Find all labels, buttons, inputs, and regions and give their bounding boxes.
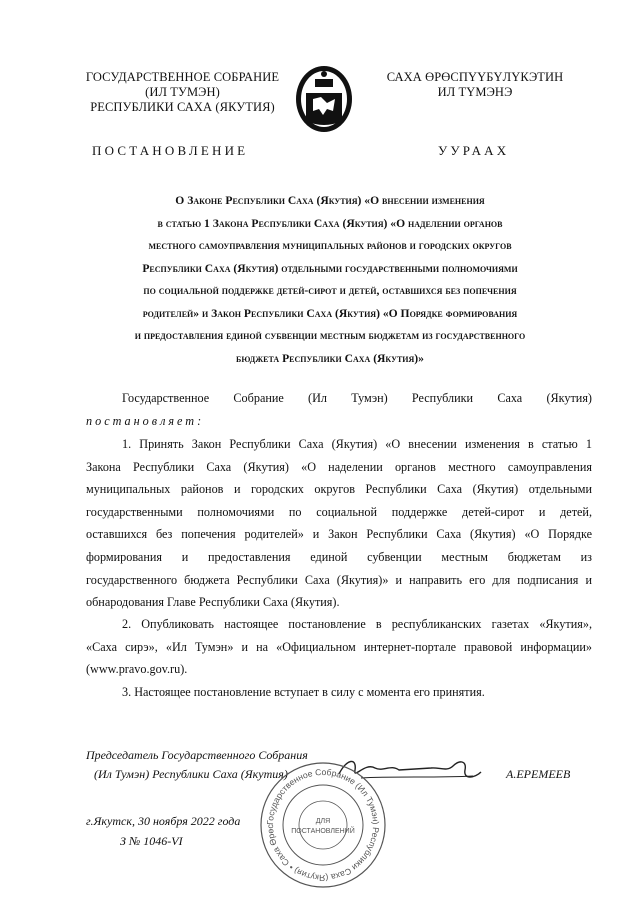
title-line-2: в статью 1 Закона Республики Саха (Якутия) «О наделении органов — [157, 216, 503, 230]
place-date: г.Якутск, 30 ноября 2022 года — [86, 814, 241, 828]
document-title — [70, 190, 590, 370]
doc-type-sah: УУРААХ — [438, 143, 510, 158]
header-left — [60, 70, 305, 115]
title-line-1: О Законе Республики Саха (Якутия) «О внесении изменения — [175, 194, 485, 207]
title-line-4: Республики Саха (Якутия) отдельными государственными полномочиями — [142, 261, 518, 275]
doc-type-ru: ПОСТАНОВЛЕНИЕ — [92, 143, 249, 158]
title-line-3: местного самоуправления муниципальных районов и городских округов — [148, 239, 512, 252]
header-left-line-2: (ИЛ ТУМЭН) — [145, 85, 220, 99]
title-line-8: бюджета Республики Саха (Якутия)» — [236, 351, 424, 365]
header-right — [355, 70, 595, 100]
title-line-7: и предоставления единой субвенции местным бюджетам из государственного — [134, 329, 526, 342]
item-3-line-1: 3. Настоящее постановление вступает в силу с момента его принятия. — [122, 685, 485, 699]
item-1-line-6: формирования и предоставления единой субвенции местным бюджетам из — [86, 549, 592, 564]
header-left-line-1: ГОСУДАРСТВЕННОЕ СОБРАНИЕ — [85, 70, 280, 84]
stamp-label-1: ДЛЯ — [315, 818, 331, 825]
header-right-line-1: САХА ӨРӨСПҮҮБҮЛҮКЭТИН — [386, 70, 564, 84]
document-number: З № 1046-VI — [120, 834, 183, 848]
preamble — [86, 387, 592, 432]
title-line-6: родителей» и Закон Республики Саха (Якутия) «О Порядке формирования — [142, 306, 518, 320]
item-1-line-8: обнародования Главе Республики Саха (Якутия). — [86, 595, 340, 610]
item-1-line-4: государственными полномочиями по социальной поддержке детей-сирот и детей, — [86, 504, 592, 519]
item-1-line-3: муниципальных районов и городских округов Республики Саха (Якутия) отдельными — [86, 482, 592, 497]
item-1-line-7: государственного бюджета Республики Саха (Якутия)» и направить его для подписания и — [86, 572, 592, 587]
title-line-5: по социальной поддержке детей-сирот и детей, оставшихся без попечения — [143, 284, 517, 297]
item-3 — [122, 681, 592, 704]
item-1-line-1: 1. Принять Закон Республики Саха (Якутия) «О внесении изменения в статью 1 — [122, 437, 592, 451]
header-right-line-2: ИЛ ТҮМЭНЭ — [437, 85, 513, 99]
signatory-position-line-2: (Ил Тумэн) Республики Саха (Якутия) — [94, 767, 288, 781]
stamp-ring-text: Государственное Собрание (Ил Тумэн) Республики Саха (Якутия) • Саха Өрөс — [264, 766, 382, 884]
preamble-decides: постановляет: — [86, 413, 205, 428]
header-left-line-3: РЕСПУБЛИКИ САХА (ЯКУТИЯ) — [90, 100, 275, 114]
item-2-line-3: (www.pravo.gov.ru). — [86, 662, 188, 677]
item-2-line-1: 2. Опубликовать настоящее постановление в республиканских газетах «Якутия», — [122, 617, 592, 631]
item-1 — [86, 433, 592, 614]
item-2 — [86, 613, 592, 681]
item-2-line-2: «Саха сирэ», «Ил Тумэн» и на «Официальном интернет-портале правовой информации» — [86, 639, 592, 654]
item-1-line-2: Закона Республики Саха (Якутия) «О наделении органов местного самоуправления — [86, 459, 592, 474]
signatory-position-line-1: Председатель Государственного Собрания — [86, 748, 308, 762]
coat-of-arms-icon — [293, 63, 355, 137]
preamble-line-1: Государственное Собрание (Ил Тумэн) Республики Саха (Якутия) — [122, 391, 592, 405]
stamp-label-2: ПОСТАНОВЛЕНИЙ — [291, 828, 355, 835]
item-1-line-5: оставшихся без попечения родителей» и Закон Республики Саха (Якутия) «О Порядке — [86, 527, 592, 542]
official-stamp — [258, 760, 388, 890]
signatory-name: А.ЕРЕМЕЕВ — [506, 767, 571, 781]
